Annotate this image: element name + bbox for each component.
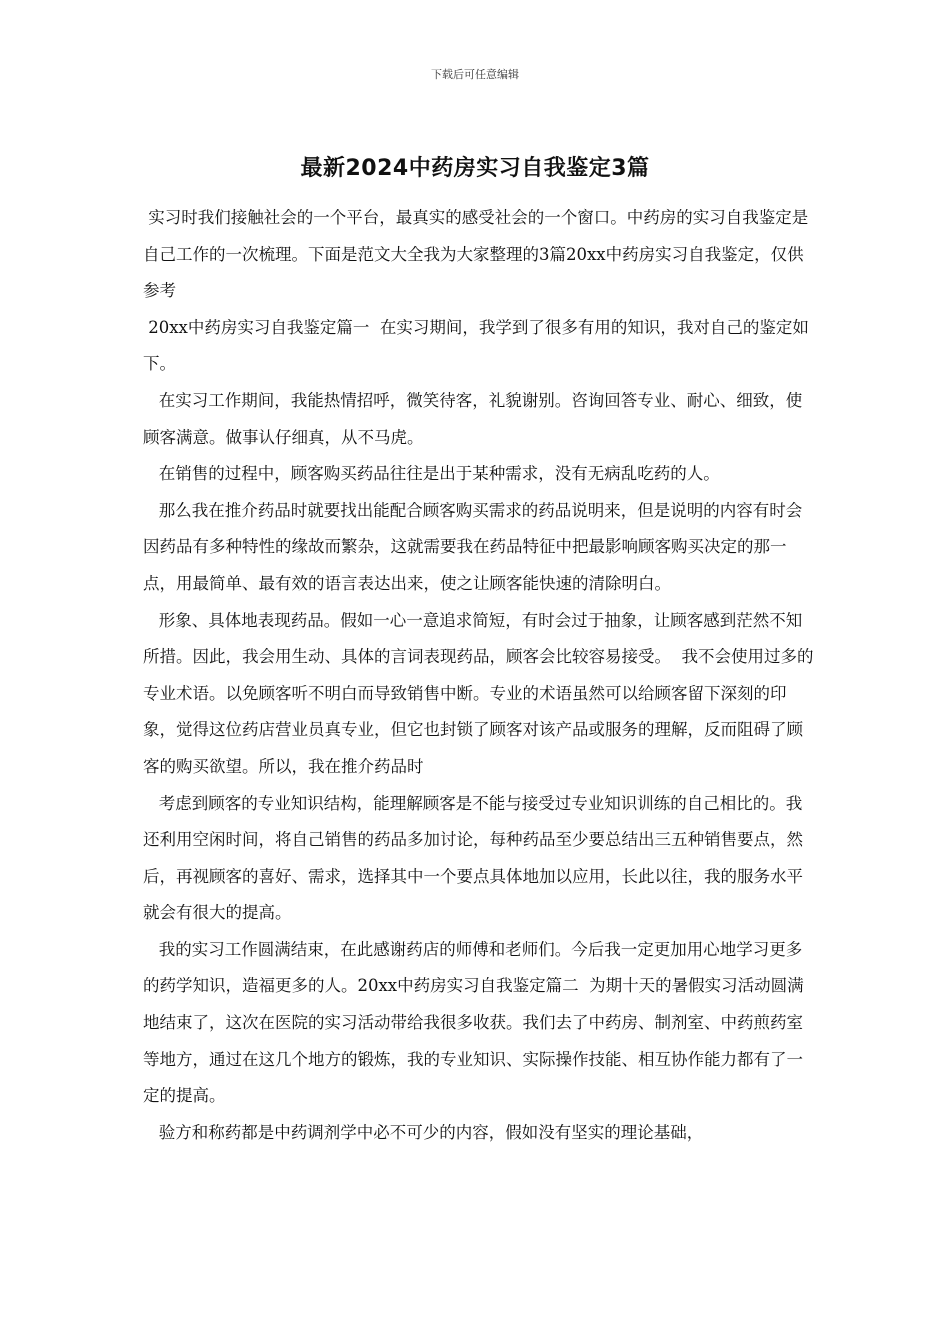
paragraph-sales-process: 在销售的过程中，顾客购买药品往往是出于某种需求，没有无病乱吃药的人。 (143, 464, 720, 484)
document-body (143, 200, 815, 1151)
document-title: 最新2024中药房实习自我鉴定3篇 (300, 156, 650, 181)
paragraph-intro: 实习时我们接触社会的一个平台，最真实的感受社会的一个窗口。中药房的实习自我鉴定是自己工作的一次梳理。下面是范文大全我为大家整理的3篇20xx中药房实习自我鉴定，仅供参考 (143, 208, 809, 301)
paragraph-vivid-expression: 形象、具体地表现药品。假如一心一意追求简短，有时会过于抽象，让顾客感到茫然不知所措。因此，我会用生动、具体的言词表现药品，顾客会比较容易接受。 我不会使用过多的专业术语。以免顾客听不明白而导致销售中断。专业的术语虽然可以给顾客留下深刻的印象，觉得这位药店营业员真专业，但它也封锁了顾客对该产品或服务的理解，反而阻碍了顾客的购买欲望。所以，我在推介药品时 (143, 610, 814, 776)
header-note: 下载后可任意编辑 (431, 68, 519, 81)
paragraph-knowledge-structure: 考虑到顾客的专业知识结构，能理解顾客是不能与接受过专业知识训练的自己相比的。我还利用空闲时间，将自己销售的药品多加讨论，每种药品至少要总结出三五种销售要点，然后，再视顾客的喜好、需求，选择其中一个要点具体地加以应用，长此以往，我的服务水平就会有很大的提高。 (143, 793, 803, 923)
paragraph-prescription: 验方和称药都是中药调剂学中必不可少的内容，假如没有坚实的理论基础， (143, 1122, 704, 1142)
paragraph-reception: 在实习工作期间，我能热情招呼，微笑待客，礼貌谢别。咨询回答专业、耐心、细致，使顾客满意。做事认仔细真，从不马虎。 (143, 390, 803, 447)
paragraph-conclusion-part-two: 我的实习工作圆满结束，在此感谢药店的师傅和老师们。今后我一定更加用心地学习更多的药学知识，造福更多的人。20xx中药房实习自我鉴定篇二 为期十天的暑假实习活动圆满地结束了，这次在医院的实习活动带给我很多收获。我们去了中药房、制剂室、中药煎药室等地方，通过在这几个地方的锻炼，我的专业知识、实际操作技能、相互协作能力都有了一定的提高。 (143, 939, 804, 1106)
paragraph-part-one-heading: 20xx中药房实习自我鉴定篇一 在实习期间，我学到了很多有用的知识，我对自己的鉴定如下。 (143, 317, 809, 374)
paragraph-recommendation: 那么我在推介药品时就要找出能配合顾客购买需求的药品说明来，但是说明的内容有时会因药品有多种特性的缘故而繁杂，这就需要我在药品特征中把最影响顾客购买决定的那一点，用最简单、最有效的语言表达出来，使之让顾客能快速的清除明白。 (143, 500, 803, 593)
